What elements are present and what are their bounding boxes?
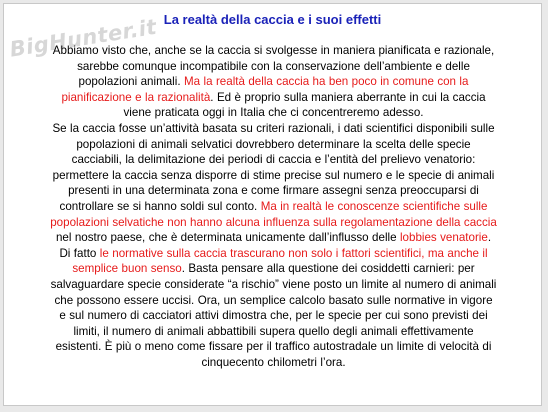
- body-text-span: esistenti. È più o meno come fissare per il traffico autostradale un limite di velocità di: [55, 340, 492, 354]
- body-text-span: sarebbe comunque incompatibile con la conservazione dell’ambiente e delle: [77, 59, 470, 73]
- highlighted-text: lobbies venatorie: [399, 231, 488, 245]
- text-line: [12, 355, 535, 371]
- text-line: [12, 277, 535, 293]
- body-text-span: presenti in una determinata zona e come firmare assegni senza preoccuparsi di: [68, 184, 479, 198]
- slide-title: La realtà della caccia e i suoi effetti: [163, 12, 382, 27]
- body-text-span: Abbiamo visto che, anche se la caccia si svolgesse in maniera pianificata e razionale,: [52, 44, 495, 57]
- watermark-logo: BigHunter.it: [8, 14, 159, 62]
- text-line: [12, 137, 535, 153]
- text-line: [12, 324, 535, 340]
- highlighted-text: pianificazione e la razionalità: [61, 90, 211, 104]
- body-text-span: . Ed è proprio sulla maniera aberrante in cui la caccia: [210, 90, 486, 104]
- body-text-span: e sul numero di cacciatori attivi dimostra che, per le specie per cui sono previsti dei: [59, 309, 488, 323]
- slide-body: [12, 43, 535, 370]
- text-line: [12, 152, 535, 168]
- text-line: [12, 59, 535, 75]
- body-text-span: permettere la caccia senza disporre di stime precise sul numero e le specie di animali: [52, 168, 495, 182]
- text-line: [12, 308, 535, 324]
- body-text-span: .: [487, 231, 492, 245]
- body-text-span: limiti, il numero di animali abbattibili supera quello degli animali effettivamente: [73, 324, 474, 338]
- highlighted-text: semplice buon senso: [72, 262, 182, 276]
- text-line: [12, 74, 535, 90]
- text-line: [12, 168, 535, 184]
- body-text-span: Di fatto: [59, 246, 100, 260]
- highlighted-text: le normative sulla caccia trascurano non solo i fattori scientifici, ma anche il: [99, 246, 488, 260]
- highlighted-text: Ma in realtà le conoscenze scientifiche sulle: [260, 199, 488, 213]
- body-text-span: viene praticata oggi in Italia che ci concentreremo adesso.: [123, 106, 424, 120]
- text-line: [12, 230, 535, 246]
- body-text-span: popolazioni animali.: [78, 75, 184, 89]
- text-line: [12, 261, 535, 277]
- body-text-span: salvaguardare specie considerate “a rischio” viene posto un limite al numero di animali: [50, 277, 497, 291]
- body-text-span: controllare se si hanno soldi sul conto.: [59, 199, 261, 213]
- text-line: [12, 215, 535, 231]
- text-line: [12, 199, 535, 215]
- body-text-span: . Basta pensare alla questione dei cosiddetti carnieri: per: [181, 262, 475, 276]
- text-line: [12, 339, 535, 355]
- text-line: [12, 293, 535, 309]
- slide: [3, 3, 542, 406]
- body-text-span: Se la caccia fosse un’attività basata su criteri razionali, i dati scientifici disponibili sulle: [52, 121, 495, 135]
- body-text-span: cacciabili, la delimitazione dei periodi di caccia e l’entità del prelievo venatorio:: [71, 153, 476, 167]
- body-text-span: nel nostro paese, che è determinata unicamente dall’influsso delle: [55, 231, 400, 245]
- body-text-span: popolazioni di animali selvatici dovrebbero determinare la scelta delle specie: [76, 137, 471, 151]
- text-line: [12, 121, 535, 137]
- body-text-span: che possono essere uccisi. Ora, un semplice calcolo basato sulle normative in vigore: [54, 293, 493, 307]
- text-line: [12, 43, 535, 59]
- text-line: [12, 90, 535, 106]
- text-line: [12, 246, 535, 262]
- highlighted-text: popolazioni selvatiche non hanno alcuna influenza sulla regolamentazione della caccia: [50, 215, 497, 229]
- text-line: [12, 105, 535, 121]
- body-text-span: cinquecento chilometri l’ora.: [201, 355, 346, 369]
- highlighted-text: Ma la realtà della caccia ha ben poco in comune con la: [183, 75, 469, 89]
- text-line: [12, 183, 535, 199]
